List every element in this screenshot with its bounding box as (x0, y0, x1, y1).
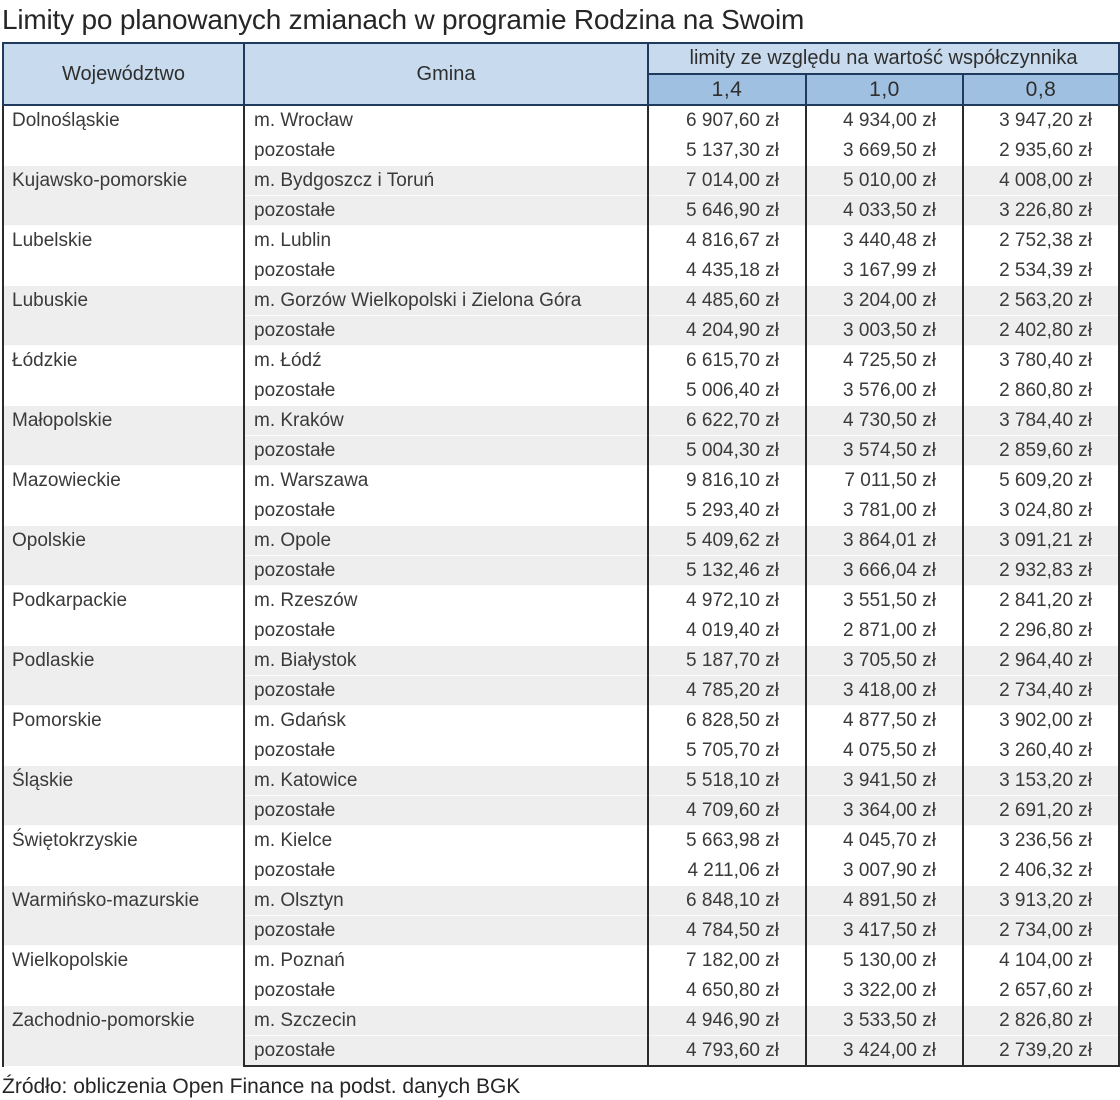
table-row (3, 286, 1119, 316)
voivodeship-cell: Lubelskie (3, 226, 244, 286)
voivodeship-cell: Zachodnio-pomorskie (3, 1006, 244, 1067)
voivodeship-cell: Opolskie (3, 526, 244, 586)
limit-value-cell: 5 132,46 zł (648, 556, 806, 586)
column-header-coef-1-0: 1,0 (806, 74, 963, 105)
page (0, 3, 1120, 1098)
table-row (3, 346, 1119, 376)
limit-value-cell: 4 211,06 zł (648, 856, 806, 886)
gmina-cell: m. Kielce (244, 826, 648, 856)
column-header-coef-0-8: 0,8 (963, 74, 1119, 105)
voivodeship-cell: Małopolskie (3, 406, 244, 466)
limit-value-cell: 6 848,10 zł (648, 886, 806, 916)
limit-value-cell: 4 793,60 zł (648, 1036, 806, 1067)
table-body (3, 105, 1119, 1066)
limit-value-cell: 3 705,50 zł (806, 646, 963, 676)
limit-value-cell: 4 972,10 zł (648, 586, 806, 616)
gmina-cell: m. Rzeszów (244, 586, 648, 616)
gmina-cell: pozostałe (244, 316, 648, 346)
limit-value-cell: 4 785,20 zł (648, 676, 806, 706)
limit-value-cell: 5 130,00 zł (806, 946, 963, 976)
limit-value-cell: 3 260,40 zł (963, 736, 1119, 766)
limit-value-cell: 4 946,90 zł (648, 1006, 806, 1036)
limit-value-cell: 6 828,50 zł (648, 706, 806, 736)
limit-value-cell: 3 551,50 zł (806, 586, 963, 616)
gmina-cell: pozostałe (244, 616, 648, 646)
table-row (3, 766, 1119, 796)
gmina-cell: m. Poznań (244, 946, 648, 976)
limit-value-cell: 6 622,70 zł (648, 406, 806, 436)
limit-value-cell: 4 485,60 zł (648, 286, 806, 316)
limit-value-cell: 2 752,38 zł (963, 226, 1119, 256)
limit-value-cell: 6 615,70 zł (648, 346, 806, 376)
limit-value-cell: 4 891,50 zł (806, 886, 963, 916)
limit-value-cell: 3 226,80 zł (963, 196, 1119, 226)
limit-value-cell: 4 730,50 zł (806, 406, 963, 436)
table-row (3, 886, 1119, 916)
limit-value-cell: 2 534,39 zł (963, 256, 1119, 286)
gmina-cell: pozostałe (244, 196, 648, 226)
limit-value-cell: 2 964,40 zł (963, 646, 1119, 676)
table-row (3, 226, 1119, 256)
gmina-cell: m. Olsztyn (244, 886, 648, 916)
limit-value-cell: 4 104,00 zł (963, 946, 1119, 976)
limit-value-cell: 3 204,00 zł (806, 286, 963, 316)
limit-value-cell: 2 860,80 zł (963, 376, 1119, 406)
limit-value-cell: 4 033,50 zł (806, 196, 963, 226)
limit-value-cell: 4 784,50 zł (648, 916, 806, 946)
voivodeship-cell: Podkarpackie (3, 586, 244, 646)
column-header-coef-1-4: 1,4 (648, 74, 806, 105)
limit-value-cell: 3 440,48 zł (806, 226, 963, 256)
limit-value-cell: 2 402,80 zł (963, 316, 1119, 346)
limit-value-cell: 2 935,60 zł (963, 136, 1119, 166)
limit-value-cell: 3 236,56 zł (963, 826, 1119, 856)
gmina-cell: m. Łódź (244, 346, 648, 376)
gmina-cell: pozostałe (244, 916, 648, 946)
voivodeship-cell: Wielkopolskie (3, 946, 244, 1006)
gmina-cell: m. Opole (244, 526, 648, 556)
voivodeship-cell: Mazowieckie (3, 466, 244, 526)
table-row (3, 105, 1119, 136)
limit-value-cell: 5 137,30 zł (648, 136, 806, 166)
table-row (3, 646, 1119, 676)
table-row (3, 526, 1119, 556)
limit-value-cell: 5 010,00 zł (806, 166, 963, 196)
table-row (3, 586, 1119, 616)
limit-value-cell: 7 014,00 zł (648, 166, 806, 196)
limit-value-cell: 2 734,40 zł (963, 676, 1119, 706)
table-row (3, 706, 1119, 736)
limit-value-cell: 2 826,80 zł (963, 1006, 1119, 1036)
table-row (3, 406, 1119, 436)
limit-value-cell: 3 424,00 zł (806, 1036, 963, 1067)
limit-value-cell: 9 816,10 zł (648, 466, 806, 496)
voivodeship-cell: Podlaskie (3, 646, 244, 706)
limit-value-cell: 3 418,00 zł (806, 676, 963, 706)
limit-value-cell: 3 669,50 zł (806, 136, 963, 166)
table-row (3, 466, 1119, 496)
voivodeship-cell: Kujawsko-pomorskie (3, 166, 244, 226)
gmina-cell: m. Lublin (244, 226, 648, 256)
limit-value-cell: 5 663,98 zł (648, 826, 806, 856)
limit-value-cell: 4 709,60 zł (648, 796, 806, 826)
gmina-cell: m. Szczecin (244, 1006, 648, 1036)
gmina-cell: pozostałe (244, 1036, 648, 1067)
voivodeship-cell: Śląskie (3, 766, 244, 826)
voivodeship-cell: Lubuskie (3, 286, 244, 346)
limit-value-cell: 3 091,21 zł (963, 526, 1119, 556)
limit-value-cell: 4 934,00 zł (806, 105, 963, 136)
table-row (3, 946, 1119, 976)
column-header-wojewodztwo: Województwo (3, 43, 244, 105)
limit-value-cell: 3 781,00 zł (806, 496, 963, 526)
limit-value-cell: 5 646,90 zł (648, 196, 806, 226)
limit-value-cell: 5 518,10 zł (648, 766, 806, 796)
limit-value-cell: 3 784,40 zł (963, 406, 1119, 436)
gmina-cell: m. Warszawa (244, 466, 648, 496)
limit-value-cell: 7 011,50 zł (806, 466, 963, 496)
limit-value-cell: 5 006,40 zł (648, 376, 806, 406)
limit-value-cell: 2 932,83 zł (963, 556, 1119, 586)
gmina-cell: m. Katowice (244, 766, 648, 796)
limit-value-cell: 2 871,00 zł (806, 616, 963, 646)
limit-value-cell: 3 941,50 zł (806, 766, 963, 796)
gmina-cell: pozostałe (244, 556, 648, 586)
limit-value-cell: 3 417,50 zł (806, 916, 963, 946)
table-row (3, 166, 1119, 196)
limit-value-cell: 4 816,67 zł (648, 226, 806, 256)
limit-value-cell: 3 024,80 zł (963, 496, 1119, 526)
limit-value-cell: 5 187,70 zł (648, 646, 806, 676)
limits-table (2, 42, 1120, 1067)
limit-value-cell: 2 406,32 zł (963, 856, 1119, 886)
limit-value-cell: 5 409,62 zł (648, 526, 806, 556)
gmina-cell: m. Gdańsk (244, 706, 648, 736)
gmina-cell: pozostałe (244, 736, 648, 766)
limit-value-cell: 3 167,99 zł (806, 256, 963, 286)
limit-value-cell: 4 045,70 zł (806, 826, 963, 856)
gmina-cell: m. Wrocław (244, 105, 648, 136)
table-row (3, 826, 1119, 856)
limit-value-cell: 4 019,40 zł (648, 616, 806, 646)
limit-value-cell: 2 296,80 zł (963, 616, 1119, 646)
gmina-cell: m. Białystok (244, 646, 648, 676)
gmina-cell: pozostałe (244, 796, 648, 826)
gmina-cell: pozostałe (244, 676, 648, 706)
limit-value-cell: 5 293,40 zł (648, 496, 806, 526)
gmina-cell: pozostałe (244, 496, 648, 526)
limit-value-cell: 4 650,80 zł (648, 976, 806, 1006)
limit-value-cell: 4 204,90 zł (648, 316, 806, 346)
gmina-cell: pozostałe (244, 976, 648, 1006)
voivodeship-cell: Łódzkie (3, 346, 244, 406)
voivodeship-cell: Świętokrzyskie (3, 826, 244, 886)
limit-value-cell: 7 182,00 zł (648, 946, 806, 976)
limit-value-cell: 4 725,50 zł (806, 346, 963, 376)
gmina-cell: pozostałe (244, 256, 648, 286)
limit-value-cell: 5 004,30 zł (648, 436, 806, 466)
column-header-gmina: Gmina (244, 43, 648, 105)
limit-value-cell: 6 907,60 zł (648, 105, 806, 136)
limit-value-cell: 3 007,90 zł (806, 856, 963, 886)
limit-value-cell: 2 691,20 zł (963, 796, 1119, 826)
limit-value-cell: 2 734,00 zł (963, 916, 1119, 946)
limit-value-cell: 3 576,00 zł (806, 376, 963, 406)
limit-value-cell: 5 705,70 zł (648, 736, 806, 766)
limit-value-cell: 4 075,50 zł (806, 736, 963, 766)
limit-value-cell: 4 877,50 zł (806, 706, 963, 736)
table-header (3, 43, 1119, 105)
limit-value-cell: 3 322,00 zł (806, 976, 963, 1006)
column-group-header-limits: limity ze względu na wartość współczynnika (648, 43, 1119, 74)
gmina-cell: m. Kraków (244, 406, 648, 436)
limit-value-cell: 2 859,60 zł (963, 436, 1119, 466)
limit-value-cell: 2 563,20 zł (963, 286, 1119, 316)
limit-value-cell: 2 841,20 zł (963, 586, 1119, 616)
gmina-cell: pozostałe (244, 856, 648, 886)
limit-value-cell: 3 780,40 zł (963, 346, 1119, 376)
page-title: Limity po planowanych zmianach w programie Rodzina na Swoim (2, 4, 805, 35)
gmina-cell: m. Gorzów Wielkopolski i Zielona Góra (244, 286, 648, 316)
limit-value-cell: 5 609,20 zł (963, 466, 1119, 496)
limit-value-cell: 2 739,20 zł (963, 1036, 1119, 1067)
limit-value-cell: 3 003,50 zł (806, 316, 963, 346)
limit-value-cell: 3 533,50 zł (806, 1006, 963, 1036)
voivodeship-cell: Pomorskie (3, 706, 244, 766)
limit-value-cell: 3 864,01 zł (806, 526, 963, 556)
voivodeship-cell: Dolnośląskie (3, 105, 244, 166)
gmina-cell: m. Bydgoszcz i Toruń (244, 166, 648, 196)
limit-value-cell: 3 574,50 zł (806, 436, 963, 466)
limit-value-cell: 3 947,20 zł (963, 105, 1119, 136)
limit-value-cell: 3 364,00 zł (806, 796, 963, 826)
gmina-cell: pozostałe (244, 136, 648, 166)
limit-value-cell: 3 902,00 zł (963, 706, 1119, 736)
gmina-cell: pozostałe (244, 436, 648, 466)
limit-value-cell: 2 657,60 zł (963, 976, 1119, 1006)
limit-value-cell: 4 435,18 zł (648, 256, 806, 286)
source-note: Źródło: obliczenia Open Finance na podst. danych BGK (2, 1075, 521, 1098)
voivodeship-cell: Warmińsko-mazurskie (3, 886, 244, 946)
limit-value-cell: 4 008,00 zł (963, 166, 1119, 196)
limit-value-cell: 3 153,20 zł (963, 766, 1119, 796)
limit-value-cell: 3 913,20 zł (963, 886, 1119, 916)
limit-value-cell: 3 666,04 zł (806, 556, 963, 586)
table-row (3, 1006, 1119, 1036)
gmina-cell: pozostałe (244, 376, 648, 406)
